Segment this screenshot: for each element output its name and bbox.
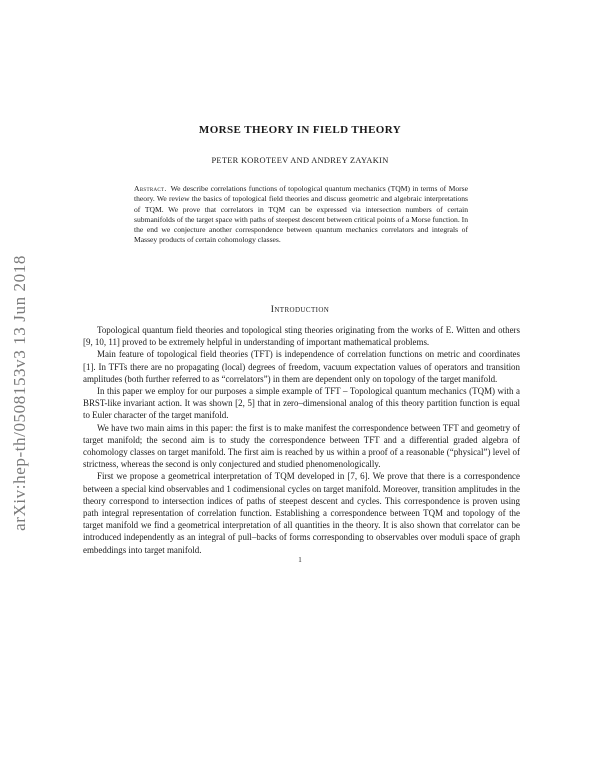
abstract-label: Abstract. [134, 184, 167, 193]
paragraph: In this paper we employ for our purposes a simple example of TFT – Topological quantum mechanics (TQM) with a BRST-like invariant action. It was shown [2, 5] that in zero–dimensional analog of this theory partition function is equal to Euler character of the target manifold. [83, 386, 520, 421]
arxiv-stamp [5, 215, 35, 570]
section-heading: Introduction [270, 304, 330, 315]
paragraph: Main feature of topological field theories (TFT) is independence of correlation functions on metric and coordinates [1]. In TFTs there are no propagating (local) degrees of freedom, vacuum expectation values of operators and transition amplitudes (both further referred to as “correlators”) in them are dependent only on topology of the target manifold. [83, 349, 520, 384]
abstract [134, 184, 468, 246]
arxiv-stamp-text: arXiv:hep-th/0508153v3 13 Jun 2018 [10, 254, 30, 531]
paragraph: We have two main aims in this paper: the first is to make manifest the correspondence between TFT and geometry of target manifold; the second aim is to study the correspondence between TFT and a differential graded algebra of cohomology classes on target manifold. The first aim is reached by us within a proof of a reasonable (“physical”) level of strictness, whereas the second is only conjectured and studied phenomenologically. [83, 422, 520, 470]
page-number: 1 [298, 556, 302, 564]
body-text [83, 324, 520, 556]
paper-authors: PETER KOROTEEV AND ANDREY ZAYAKIN [211, 156, 389, 165]
paragraph: First we propose a geometrical interpretation of TQM developed in [7, 6]. We prove that there is a correspondence between a special kind observables and 1 codimensional cycles on target manifold. Moreover, transition amplitudes in the theory correspond to intersection indices of paths of steepest descent and cycles. This correspondence is proven using path integral representation of correlation function. Establishing a correspondence between TQM and topology of the target manifold we find a geometrical interpretation of all quantities in the theory. It is also shown that correlator can be introduced independently as an integral of pull–backs of forms corresponding to observables over moduli space of graph embeddings into target manifold. [83, 471, 520, 555]
paper-title: MORSE THEORY IN FIELD THEORY [198, 124, 402, 136]
abstract-text: We describe correlations functions of topological quantum mechanics (TQM) in terms of Morse theory. We review the basics of topological field theories and discuss geometric and algebraic interpretations of TQM. We prove that correlators in TQM can be expressed via intersection numbers of certain submanifolds of the target space with paths of steepest descent between critical points of a Morse function. In the end we conjecture another correspondence between quantum mechanics correlators and integrals of Massey products of certain cohomology classes. [134, 184, 468, 245]
paragraph: Topological quantum field theories and topological sting theories originating from the works of E. Witten and others [9, 10, 11] proved to be extremely helpful in understanding of important mathematical problems. [83, 325, 520, 348]
